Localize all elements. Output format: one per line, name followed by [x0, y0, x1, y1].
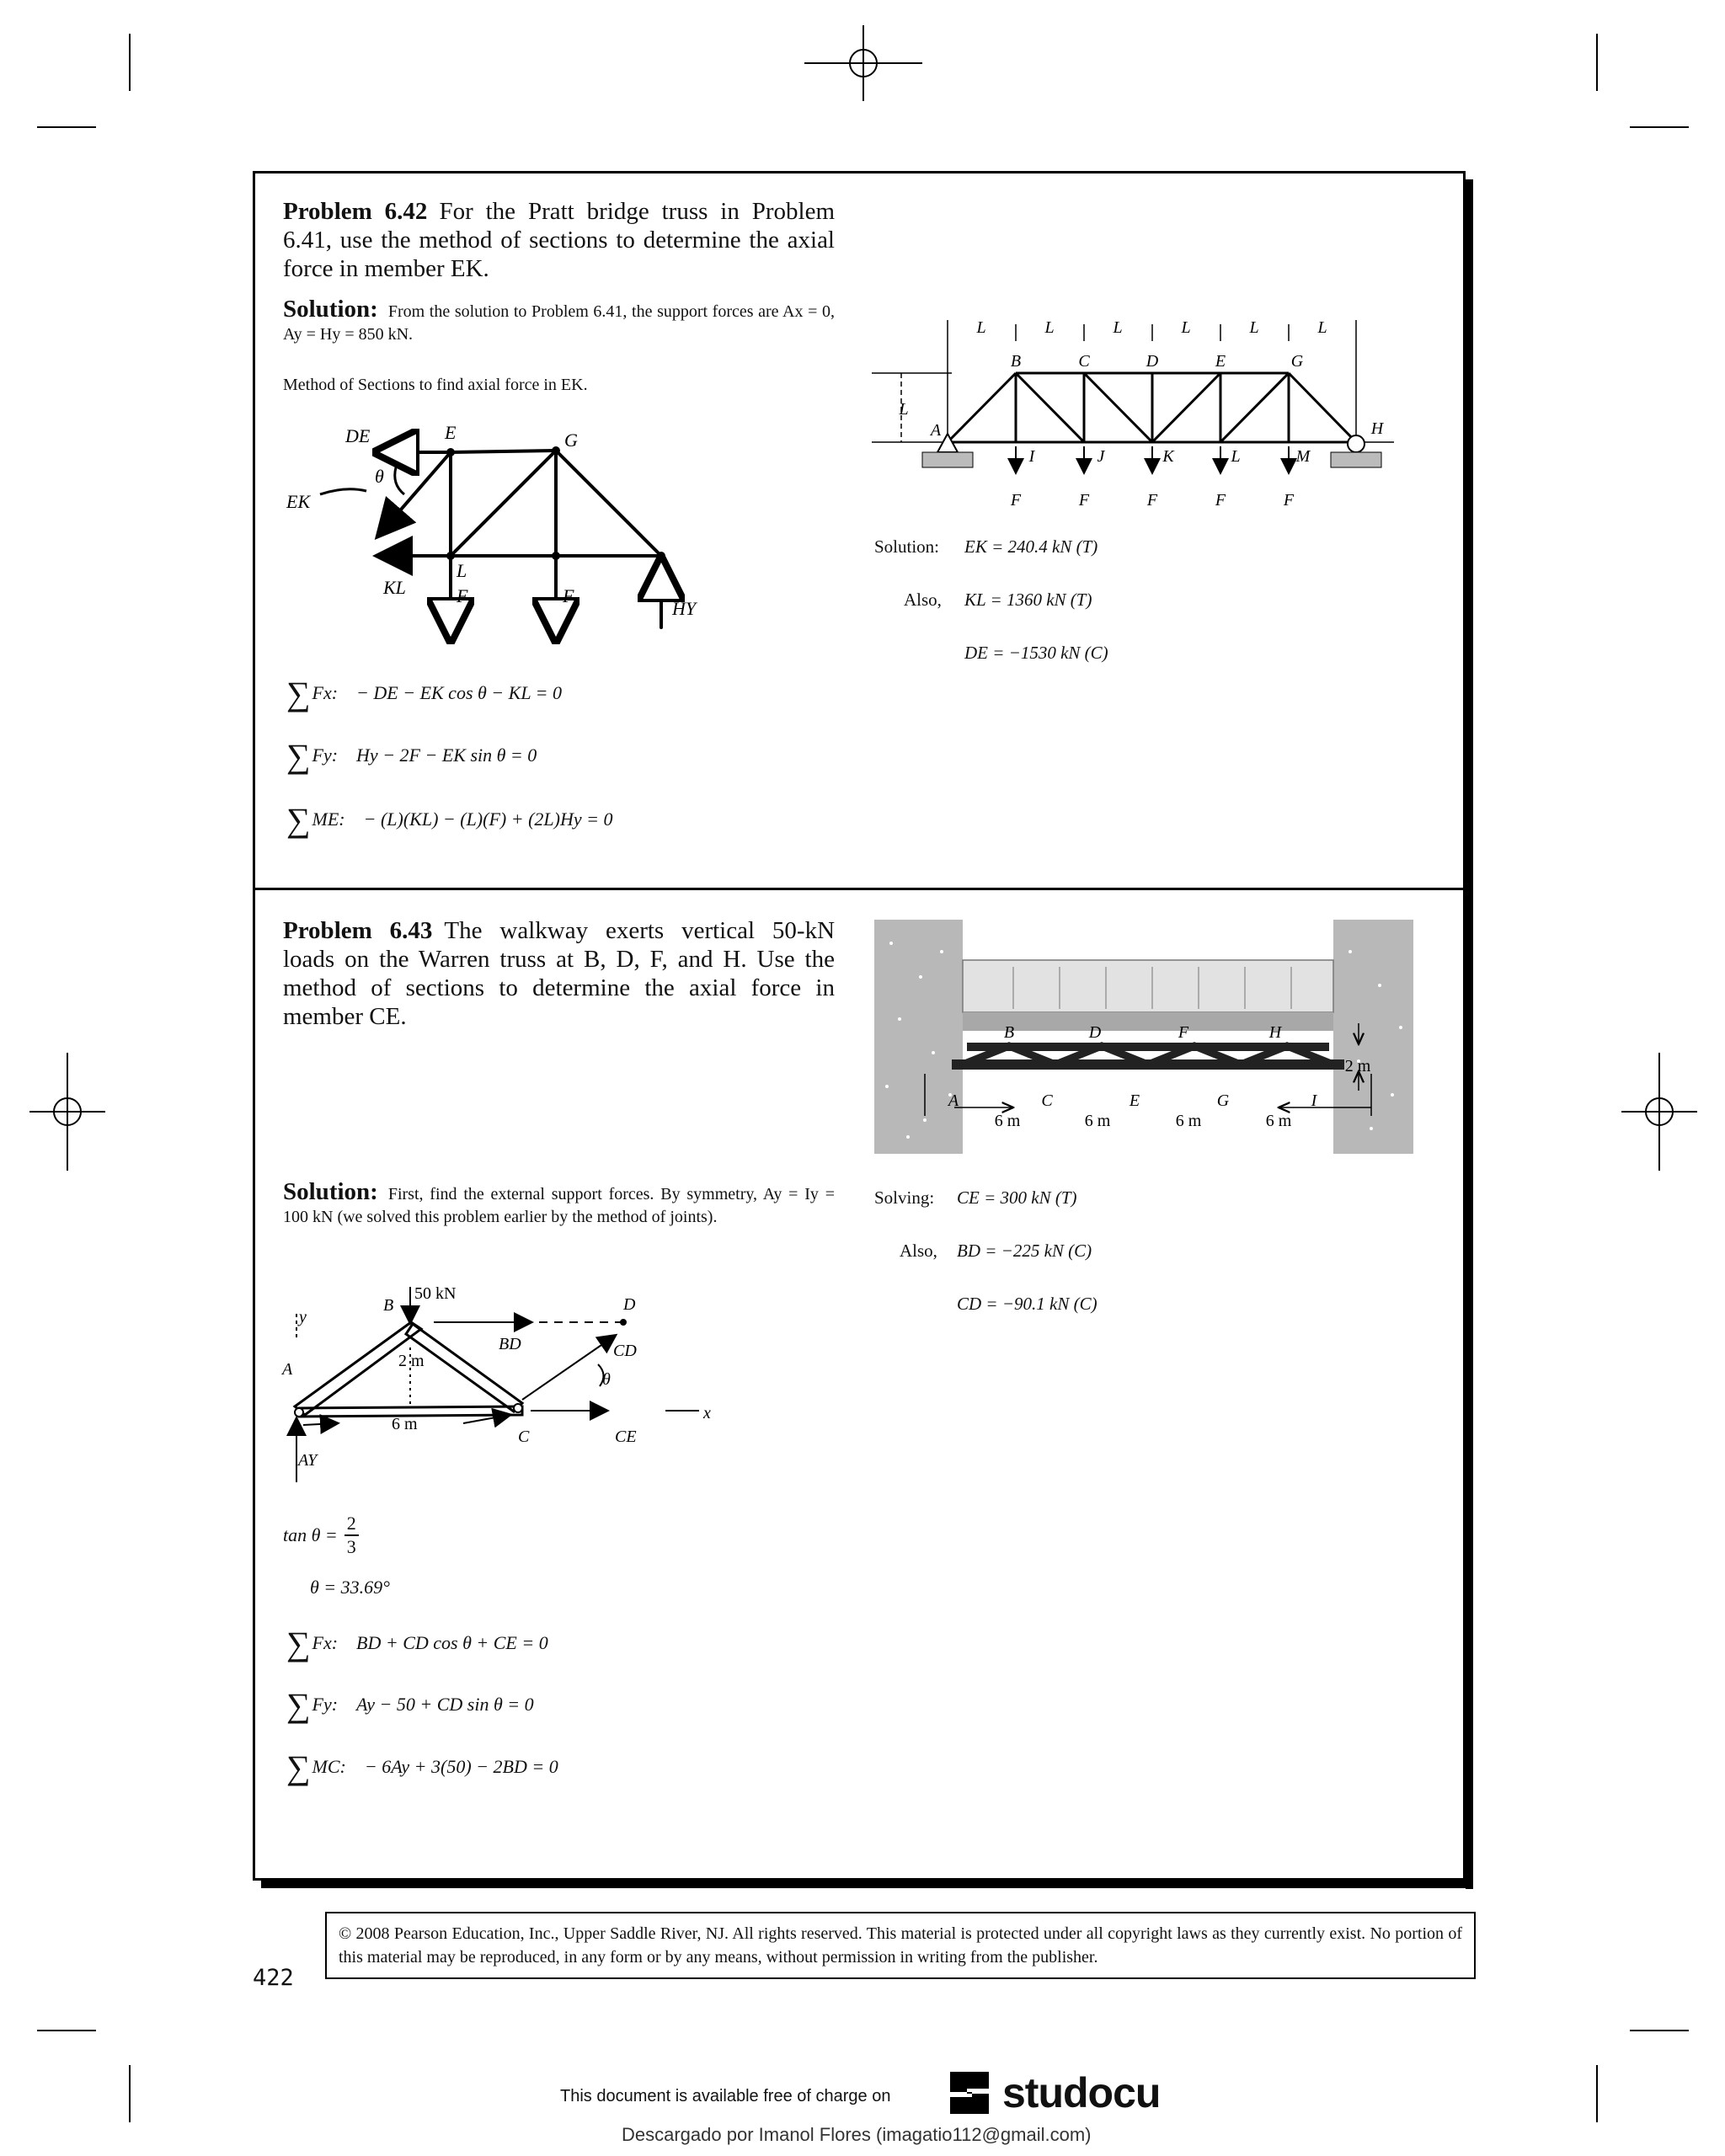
page-number: 422 — [253, 1965, 294, 1991]
label-AY: AY — [298, 1451, 318, 1470]
label-F-2: F — [563, 585, 574, 606]
label-B: B — [383, 1296, 394, 1315]
crop-mark — [1596, 2065, 1598, 2122]
joint-H: H — [1268, 1023, 1282, 1042]
joint-C: C — [1078, 352, 1090, 371]
result-643-label-2: Also, — [900, 1241, 937, 1261]
joint-F: F — [1178, 1023, 1189, 1042]
section-divider — [253, 888, 1466, 890]
solution-label: Solution: — [283, 296, 378, 323]
span-6m-2: 6 m — [1084, 1112, 1111, 1130]
label-2m: 2 m — [398, 1352, 425, 1370]
crop-mark — [1630, 2030, 1689, 2031]
pratt-truss-figure — [872, 299, 1398, 514]
label-L: L — [457, 560, 467, 581]
height-2m: 2 m — [1344, 1057, 1371, 1075]
crop-mark — [1630, 126, 1689, 128]
span-6m-3: 6 m — [1175, 1112, 1202, 1130]
tan-numerator: 2 — [344, 1513, 359, 1536]
theta-value: θ = 33.69° — [310, 1577, 390, 1598]
label-50kN: 50 kN — [414, 1284, 457, 1303]
load-F-1: F — [1010, 491, 1022, 510]
tan-theta-equation: tan θ = $\frac{2}{3}$ — [283, 1513, 359, 1558]
joint-D: D — [1146, 352, 1159, 371]
result-643-label-1: Solving: — [874, 1187, 935, 1208]
result-642-label-1: Solution: — [874, 536, 940, 557]
label-E: E — [445, 422, 457, 443]
equation-643-sum-mc: ∑MC: − 6Ay + 3(50) − 2BD = 0 — [286, 1748, 558, 1786]
result-643-CE: CE = 300 kN (T) — [957, 1187, 1077, 1208]
problem-643-solution-intro — [283, 1178, 835, 1229]
joint-E: E — [1215, 352, 1226, 371]
label-EK: EK — [286, 491, 311, 512]
frame-shadow-bottom — [261, 1881, 1473, 1888]
joint-H: H — [1370, 419, 1384, 438]
joint-C: C — [1041, 1091, 1053, 1110]
joint-B: B — [1010, 352, 1022, 371]
span-L-6: L — [1317, 318, 1327, 337]
label-G: G — [564, 430, 578, 451]
span-6m-4: 6 m — [1265, 1112, 1292, 1130]
downloaded-by-text: Descargado por Imanol Flores (imagatio112@gmail.com) — [622, 2124, 1092, 2145]
tan-denominator: 3 — [346, 1536, 356, 1557]
joint-D: D — [1088, 1023, 1102, 1042]
span-L-5: L — [1249, 318, 1259, 337]
frame-shadow-right — [1466, 179, 1473, 1889]
span-L-4: L — [1181, 318, 1191, 337]
equation-643-sum-fy: ∑Fy: Ay − 50 + CD sin θ = 0 — [286, 1686, 534, 1724]
label-y: y — [299, 1308, 307, 1326]
result-643-CD: CD = −90.1 kN (C) — [957, 1294, 1097, 1314]
problem-642-text: For the Pratt bridge truss in Problem 6.41, use the method of sections to determine the axial force in member EK. — [283, 198, 836, 282]
joint-B: B — [1003, 1023, 1015, 1042]
joint-J: J — [1097, 447, 1105, 466]
equation-643-sum-fx: ∑Fx: BD + CD cos θ + CE = 0 — [286, 1625, 548, 1662]
label-6m: 6 m — [392, 1415, 418, 1433]
copyright-notice: © 2008 Pearson Education, Inc., Upper Saddle River, NJ. All rights reserved. This material is protected under all copyright laws as they currently exist. No portion of this material may be reproduced, in any form or by any means, without permission in writing from the publisher. — [325, 1912, 1476, 1979]
result-643-BD: BD = −225 kN (C) — [957, 1241, 1092, 1261]
studocu-logo — [942, 2065, 1160, 2121]
label-CD: CD — [613, 1342, 637, 1360]
joint-A: A — [930, 421, 942, 440]
problem-643-label: Problem 6.43 — [283, 917, 433, 944]
span-L-1: L — [976, 318, 986, 337]
crop-mark — [1596, 34, 1598, 91]
label-theta: θ — [602, 1370, 611, 1389]
studocu-s-icon — [942, 2065, 997, 2121]
load-F-2: F — [1078, 491, 1090, 510]
result-642-label-2: Also, — [904, 590, 942, 610]
joint-E: E — [1129, 1091, 1140, 1110]
result-642-DE: DE = −1530 kN (C) — [964, 643, 1108, 663]
problem-643-text: The walkway exerts vertical 50-kN loads on the Warren truss at B, D, F, and H. Use the method of sections to determine the axial force in member CE. — [283, 917, 836, 1030]
problem-642-fbd — [278, 417, 716, 653]
label-theta: θ — [375, 466, 384, 487]
result-642-KL: KL = 1360 kN (T) — [964, 590, 1092, 610]
span-6m-1: 6 m — [994, 1112, 1021, 1130]
registration-mark-right — [1621, 1053, 1697, 1171]
crop-mark — [129, 34, 131, 91]
crop-mark — [129, 2065, 131, 2122]
load-F-3: F — [1146, 491, 1158, 510]
studocu-wordmark: studocu — [1002, 2069, 1161, 2116]
joint-L: L — [1231, 447, 1241, 466]
registration-mark-top — [804, 25, 922, 101]
span-L-3: L — [1113, 318, 1123, 337]
registration-mark-left — [29, 1053, 105, 1171]
joint-I: I — [1028, 447, 1035, 466]
label-BD: BD — [499, 1335, 521, 1353]
solution-label: Solution: — [283, 1178, 378, 1205]
load-F-4: F — [1215, 491, 1226, 510]
label-HY: HY — [672, 598, 697, 619]
problem-643-statement — [283, 916, 835, 1031]
label-C: C — [518, 1428, 530, 1446]
height-L: L — [899, 400, 909, 419]
span-L-2: L — [1044, 318, 1055, 337]
problem-642-label: Problem 6.42 — [283, 198, 428, 225]
label-CE: CE — [615, 1428, 637, 1446]
label-x: x — [703, 1404, 711, 1422]
joint-K: K — [1162, 447, 1174, 466]
equation-642-sum-me: ∑ME: − (L)(KL) − (L)(F) + (2L)Hy = 0 — [286, 801, 613, 839]
equation-642-sum-fx: ∑Fx: − DE − EK cos θ − KL = 0 — [286, 675, 563, 712]
label-A: A — [282, 1360, 293, 1379]
label-F-1: F — [457, 585, 468, 606]
crop-mark — [37, 126, 96, 128]
crop-mark — [37, 2030, 96, 2031]
equation-642-sum-fy: ∑Fy: Hy − 2F − EK sin θ = 0 — [286, 737, 537, 775]
label-KL: KL — [383, 577, 406, 598]
joint-G: G — [1290, 352, 1304, 371]
solution-text: First, find the external support forces. By symmetry, Ay = Iy = 100 kN (we solved this problem earlier by the method of joints). — [283, 1185, 835, 1226]
solution-text: From the solution to Problem 6.41, the support forces are Ax = 0, Ay = Hy = 850 kN. — [283, 302, 835, 344]
joint-I: I — [1311, 1091, 1317, 1110]
problem-642-statement — [283, 197, 835, 283]
result-642-EK: EK = 240.4 kN (T) — [964, 536, 1098, 557]
joint-G: G — [1216, 1091, 1230, 1110]
walkway-truss-figure — [874, 918, 1413, 1154]
joint-M: M — [1295, 447, 1311, 466]
label-DE: DE — [345, 425, 371, 446]
method-of-sections-text: Method of Sections to find axial force in EK. — [283, 376, 588, 394]
footer-available-text: This document is available free of charge on — [560, 2087, 891, 2105]
label-D: D — [623, 1295, 636, 1314]
problem-643-fbd — [278, 1280, 733, 1482]
problem-642-solution-intro — [283, 298, 835, 346]
joint-A: A — [948, 1091, 959, 1110]
load-F-5: F — [1283, 491, 1295, 510]
